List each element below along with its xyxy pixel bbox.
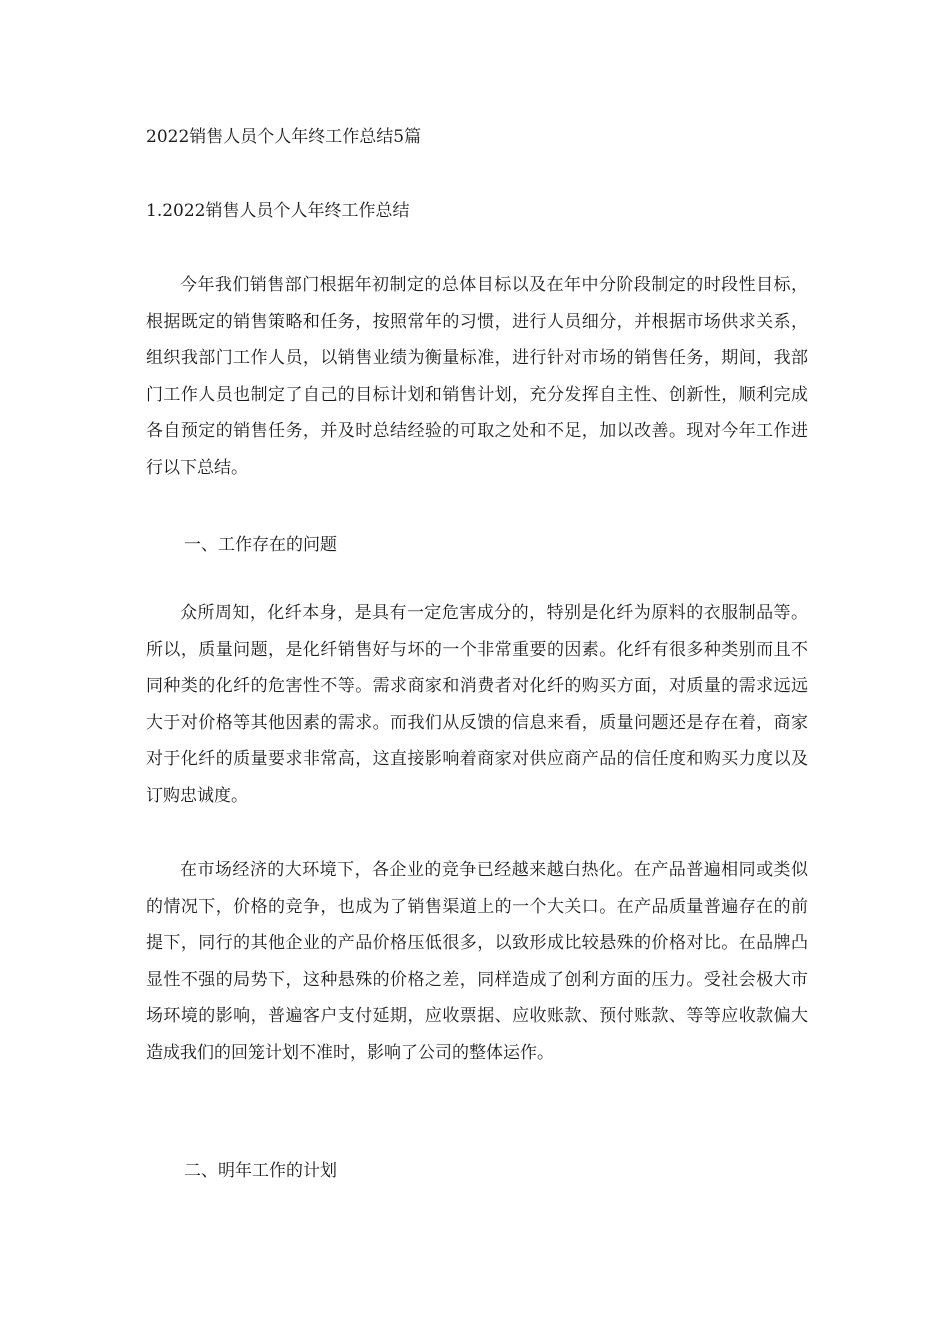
paragraph-market: 在市场经济的大环境下，各企业的竞争已经越来越白热化。在产品普遍相同或类似的情况下，价格的竞争，也成为了销售渠道上的一个大关口。在产品质量普遍存在的前提下，同行的其他企业的产品价格压低很多，以致形成比较悬殊的价格对比。在品牌凸显性不强的局势下，这种悬殊的价格之差，同样造成了创利方面的压力。受社会极大市场环境的影响，普遍客户支付延期，应收票据、应收账款、预付账款、等等应收款偏大造成我们的回笼计划不准时，影响了公司的整体运作。 [146, 860, 808, 1063]
heading-next-year-plan: 二、明年工作的计划 [184, 1161, 337, 1181]
paragraph-quality: 众所周知，化纤本身，是具有一定危害成分的，特别是化纤为原料的衣服制品等。所以，质量问题，是化纤销售好与坏的一个非常重要的因素。化纤有很多种类别而且不同种类的化纤的危害性不等。需求商家和消费者对化纤的购买方面，对质量的需求远远大于对价格等其他因素的需求。而我们从反馈的信息来看，质量问题还是存在着，商家对于化纤的质量要求非常高，这直接影响着商家对供应商产品的信任度和购买力度以及订购忠诚度。 [146, 603, 808, 806]
heading-problems: 一、工作存在的问题 [184, 535, 337, 555]
section-title: 1.2022销售人员个人年终工作总结 [146, 201, 410, 221]
document-title: 2022销售人员个人年终工作总结5篇 [146, 127, 422, 147]
paragraph-intro: 今年我们销售部门根据年初制定的总体目标以及在年中分阶段制定的时段性目标，根据既定的销售策略和任务，按照常年的习惯，进行人员细分，并根据市场供求关系，组织我部门工作人员，以销售业绩为衡量标准，进行针对市场的销售任务，期间，我部门工作人员也制定了自己的目标计划和销售计划，充分发挥自主性、创新性，顺利完成各自预定的销售任务，并及时总结经验的可取之处和不足，加以改善。现对今年工作进行以下总结。 [146, 275, 808, 478]
